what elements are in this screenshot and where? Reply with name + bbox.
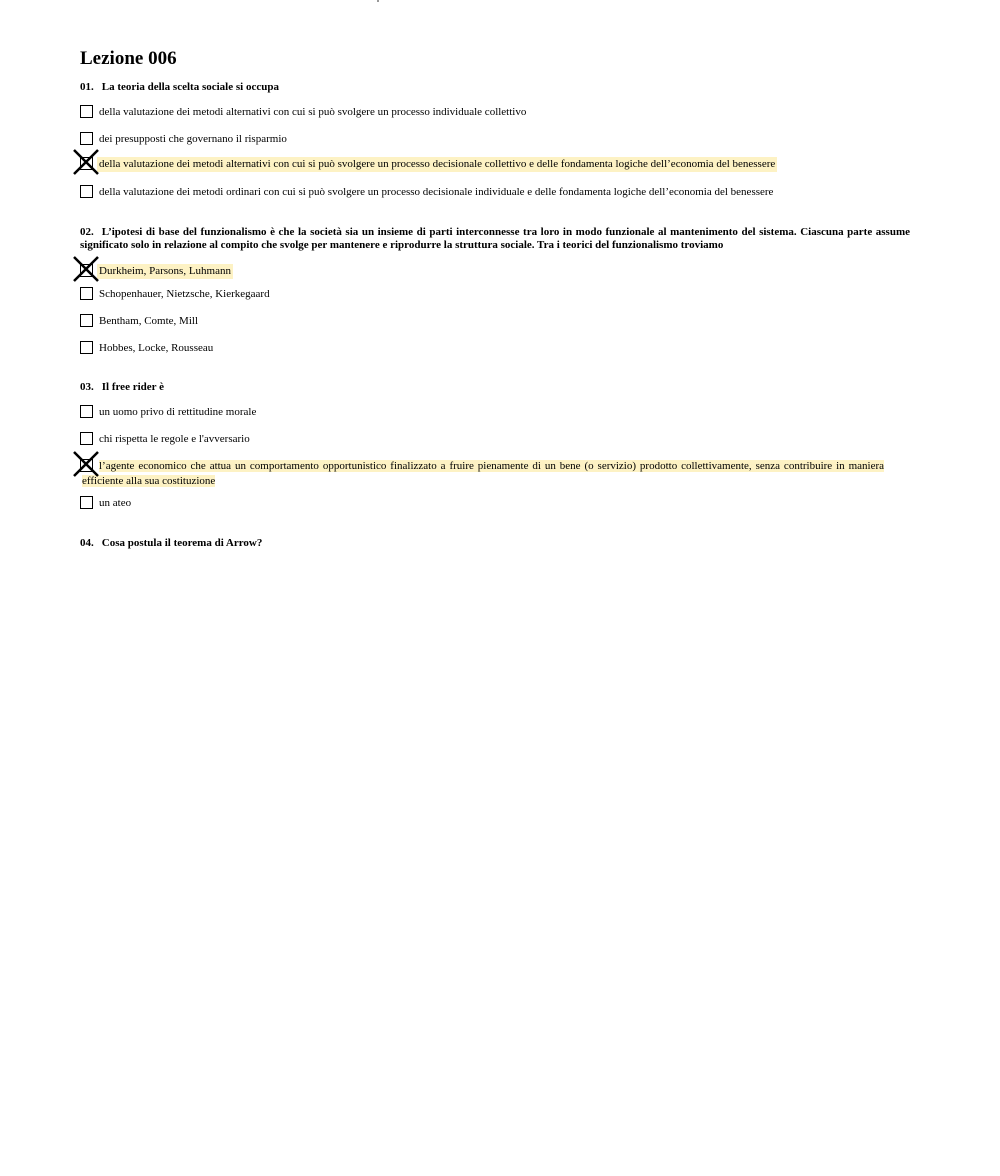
question-text: L’ipotesi di base del funzionalismo è che la società sia un insieme di parti interconnesse tra loro in modo funzionale al mantenimento del sistema. Ciascuna parte assume significato solo in relazione al compito che svolge per mantenere e riprodurre la struttura sociale. Tra i teorici del funzionalismo troviamo — [80, 226, 910, 251]
option-01-c — [80, 157, 777, 172]
option-text: della valutazione dei metodi ordinari con cui si può svolgere un processo decisionale individuale e delle fondamenta logiche dell’economia del benessere — [99, 186, 774, 198]
option-text: Bentham, Comte, Mill — [99, 315, 198, 327]
option-03-c — [80, 459, 886, 489]
option-03-a — [80, 405, 258, 420]
option-text: Hobbes, Locke, Rousseau — [99, 342, 214, 354]
question-02 — [80, 226, 910, 252]
question-01 — [80, 81, 910, 94]
question-number: 02. — [80, 226, 94, 238]
checkbox[interactable] — [80, 314, 93, 327]
checkbox[interactable] — [80, 341, 93, 354]
question-number: 03. — [80, 381, 94, 393]
option-text-highlighted: Durkheim, Parsons, Luhmann — [99, 265, 231, 277]
question-04 — [80, 537, 910, 550]
scan-speck — [377, 0, 379, 2]
option-01-d — [80, 185, 775, 200]
checkbox[interactable] — [80, 132, 93, 145]
checkbox[interactable] — [80, 287, 93, 300]
checkbox[interactable] — [80, 105, 93, 118]
lesson-title: Lezione 006 — [80, 48, 177, 69]
x-mark-icon — [72, 450, 100, 478]
question-number: 04. — [80, 537, 94, 549]
option-text: della valutazione dei metodi alternativi con cui si può svolgere un processo individuale collettivo — [99, 106, 527, 118]
x-mark-icon — [72, 148, 100, 176]
option-text: un uomo privo di rettitudine morale — [99, 406, 257, 418]
option-text: chi rispetta le regole e l'avversario — [99, 433, 250, 445]
option-01-b — [80, 132, 289, 147]
option-text: un ateo — [99, 497, 132, 509]
option-text: Schopenhauer, Nietzsche, Kierkegaard — [99, 288, 270, 300]
question-text: La teoria della scelta sociale si occupa — [101, 81, 279, 93]
option-02-b — [80, 287, 272, 302]
option-text-wrap — [80, 459, 886, 489]
checkbox[interactable] — [80, 496, 93, 509]
question-text: Cosa postula il teorema di Arrow? — [101, 537, 263, 549]
option-text: dei presupposti che governano il risparmio — [99, 133, 287, 145]
checkbox[interactable] — [80, 432, 93, 445]
option-text-highlighted: l’agente economico che attua un comportamento opportunistico finalizzato a fruire pienamente di un bene (o servizio) prodotto collettivamente, senza contribuire in maniera efficiente alla sua costituzione — [82, 460, 884, 487]
option-03-d — [80, 496, 133, 511]
option-03-b — [80, 432, 252, 447]
option-text-highlighted: della valutazione dei metodi alternativi con cui si può svolgere un processo decisionale collettivo e delle fondamenta logiche dell’economia del benessere — [99, 158, 776, 170]
option-02-d — [80, 341, 215, 356]
option-01-a — [80, 105, 528, 120]
x-mark-icon — [72, 255, 100, 283]
question-text: Il free rider è — [101, 381, 164, 393]
option-02-c — [80, 314, 200, 329]
option-02-a — [80, 264, 233, 279]
question-03 — [80, 381, 910, 394]
question-number: 01. — [80, 81, 94, 93]
checkbox[interactable] — [80, 185, 93, 198]
checkbox[interactable] — [80, 405, 93, 418]
